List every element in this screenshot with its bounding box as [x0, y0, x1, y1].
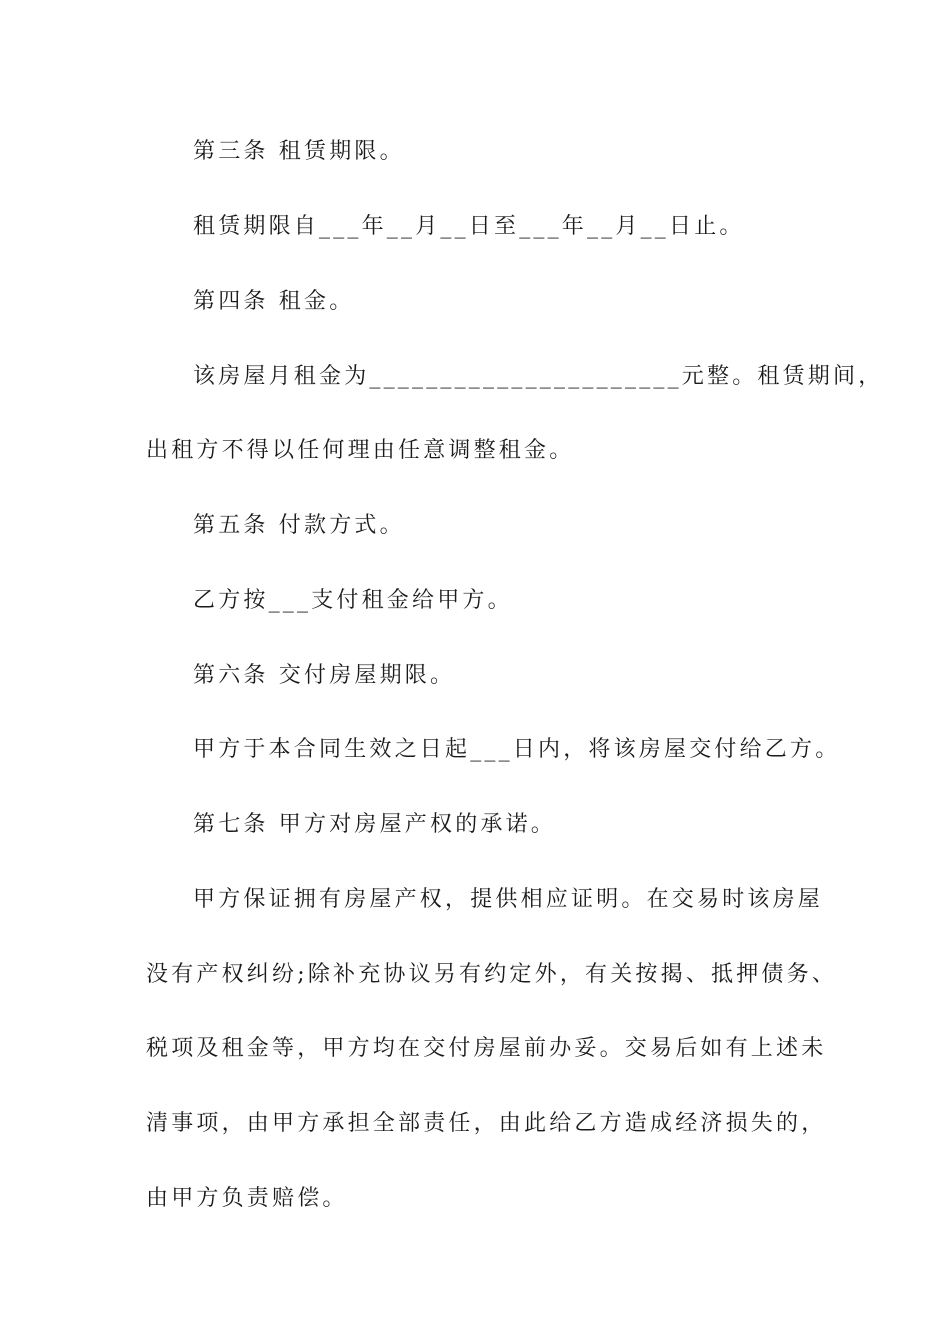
- article-6-heading: 第六条 交付房屋期限。: [193, 663, 456, 688]
- title-clause-line-4: 清事项，由甲方承担全部责任，由此给乙方造成经济损失的，: [146, 1111, 827, 1136]
- title-clause-line-2: 没有产权纠纷;除补充协议另有约定外，有关按揭、抵押债务、: [146, 962, 838, 987]
- rent-clause-line-1: 该房屋月租金为______________________元整。租赁期间，: [193, 364, 884, 389]
- delivery-clause: 甲方于本合同生效之日起___日内，将该房屋交付给乙方。: [193, 737, 841, 762]
- title-clause-line-1: 甲方保证拥有房屋产权，提供相应证明。在交易时该房屋: [193, 887, 824, 912]
- article-3-heading: 第三条 租赁期限。: [193, 139, 405, 164]
- article-5-heading: 第五条 付款方式。: [193, 513, 405, 538]
- title-clause-line-3: 税项及租金等，甲方均在交付房屋前办妥。交易后如有上述未: [146, 1036, 827, 1061]
- article-7-heading: 第七条 甲方对房屋产权的承诺。: [193, 812, 556, 837]
- lease-term-clause: 租赁期限自___年__月__日至___年__月__日止。: [193, 214, 745, 239]
- payment-clause: 乙方按___支付租金给甲方。: [193, 588, 513, 613]
- title-clause-line-5: 由甲方负责赔偿。: [146, 1186, 348, 1211]
- rent-clause-line-2: 出租方不得以任何理由任意调整租金。: [146, 438, 575, 463]
- article-4-heading: 第四条 租金。: [193, 289, 355, 314]
